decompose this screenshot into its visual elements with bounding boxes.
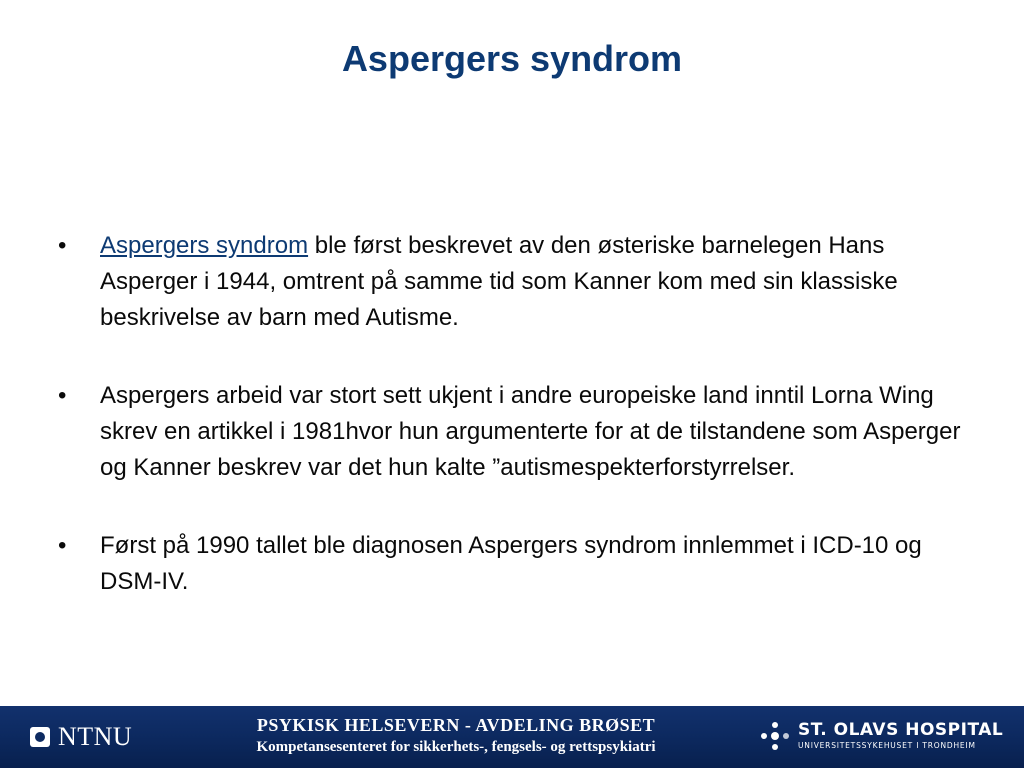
st-olavs-name: ST. OLAVS HOSPITAL: [798, 720, 1004, 740]
st-olavs-logo-text: [798, 720, 1003, 751]
ntnu-logo-text: NTNU: [58, 722, 133, 751]
st-olavs-logo-icon: [760, 721, 790, 751]
bullet-marker: •: [58, 382, 67, 409]
footer-subtitle: Kompetansesenteret for sikkerhets-, fengsels- og rettspsykiatri: [256, 739, 656, 755]
ntnu-logo-icon: [30, 727, 50, 747]
footer-department: PSYKISK HELSEVERN - AVDELING BRØSET: [256, 715, 656, 735]
footer-bar: [0, 706, 1024, 768]
bullet-marker: •: [58, 532, 67, 559]
bullet-text: ble først beskrevet av den østeriske barnelegen Hans Asperger i 1944, omtrent på samme tid som Kanner kom med sin klassiske beskrivelse av barn med Autisme.: [100, 232, 898, 331]
bullet-text: Aspergers arbeid var stort sett ukjent i andre europeiske land inntil Lorna Wing skrev en artikkel i 1981hvor hun argumenterte for at de tilstandene som Asperger og Kanner beskrev var det hun kalte ”autismespekterforstyrrelser.: [100, 382, 961, 481]
aspergers-syndrom-link[interactable]: Aspergers syndrom: [100, 232, 309, 259]
footer-center-text: [240, 714, 672, 758]
bullet-marker: •: [58, 232, 67, 259]
bullet-item-2: [58, 378, 968, 486]
bullet-item-3: [58, 528, 968, 600]
bullet-list: [58, 228, 968, 642]
st-olavs-subtitle: UNIVERSITETSSYKEHUSET I TRONDHEIM: [798, 741, 976, 750]
ntnu-logo: [30, 722, 132, 752]
bullet-item-1: [58, 228, 968, 336]
st-olavs-logo: [760, 720, 1003, 751]
slide-title: Aspergers syndrom: [341, 38, 683, 79]
bullet-text: Først på 1990 tallet ble diagnosen Aspergers syndrom innlemmet i ICD-10 og DSM-IV.: [100, 532, 922, 595]
